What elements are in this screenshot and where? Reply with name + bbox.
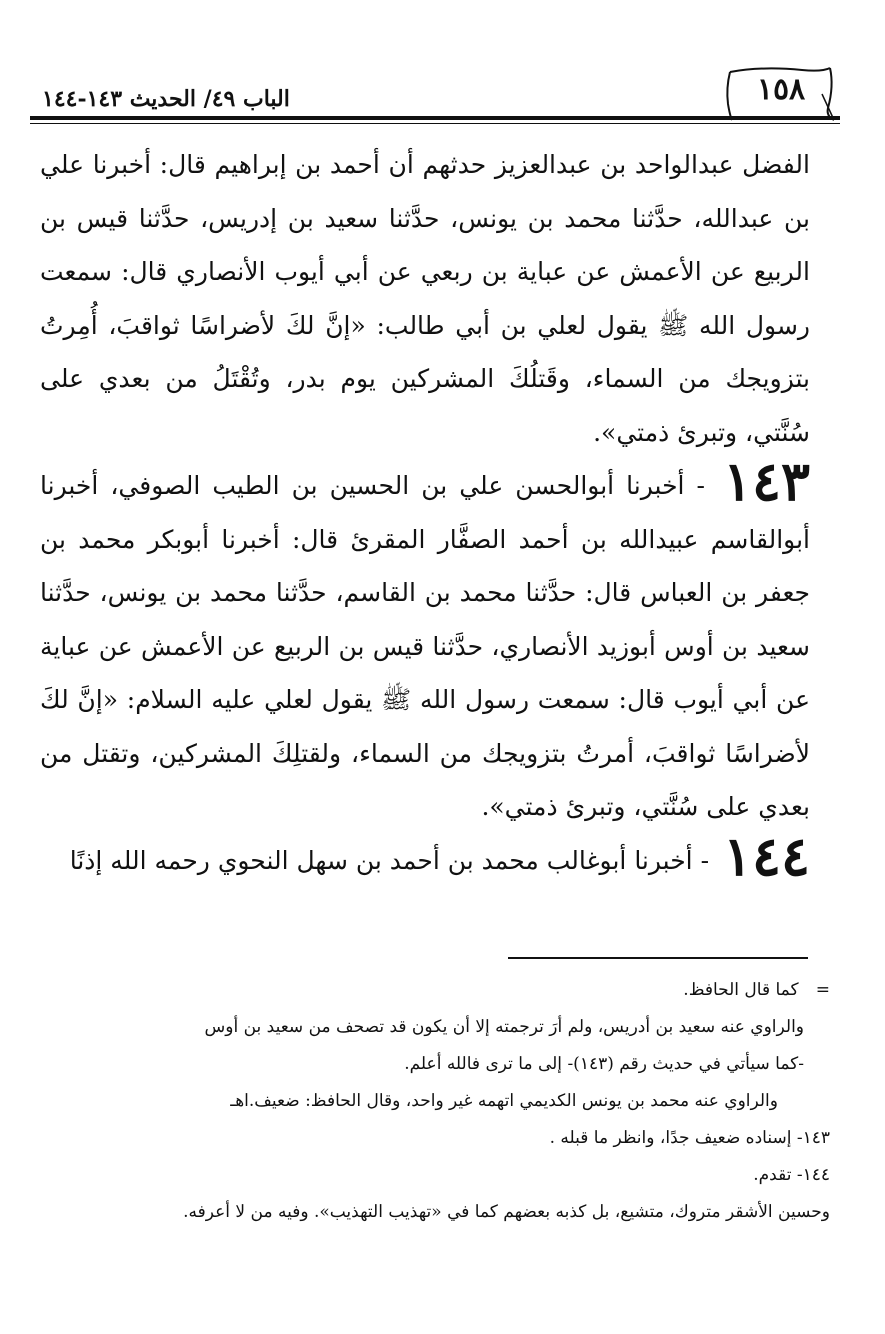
hadith-text: - أخبرنا أبوالحسن علي بن الحسين بن الطيب الصوفي، أخبرنا أبوالقاسم عبيدالله بن أحمد الصفَّار المقرئ قال: أخبرنا أبوبكر محمد بن جعفر بن العباس قال: حدَّثنا محمد بن القاسم، حدَّثنا محمد بن يونس، حدَّثنا سعيد بن أوس أبوزيد الأنصاري، حدَّثنا قيس بن الربيع عن الأعمش عن عباية عن أبي أيوب قال: سمعت رسول الله ﷺ يقول لعلي عليه السلام: «إنَّ لكَ لأضراسًا ثواقبَ، أمرتُ بتزويجك من السماء، ولقتلِكَ المشركين، وتقتل من بعدي على سُنَّتي، وتبرئ ذمتي». xyxy=(40,471,810,821)
footnote-separator xyxy=(508,957,808,959)
footnote-line: ١٤٤- تقدم. xyxy=(753,1165,830,1185)
continuation-mark: = xyxy=(815,980,830,1000)
footnote-line: والراوي عنه محمد بن يونس الكديمي اتهمه غير واحد، وقال الحافظ: ضعيف.اهـ xyxy=(230,1091,778,1111)
footnote-line: ١٤٣- إسناده ضعيف جدًا، وانظر ما قبله . xyxy=(549,1128,830,1148)
page-number: ١٥٨ xyxy=(756,72,806,107)
footnote-line: -كما سيأتي في حديث رقم (١٤٣)- إلى ما ترى فالله أعلم. xyxy=(404,1054,804,1074)
hadith-number: ١٤٤ xyxy=(722,823,810,888)
running-head: الباب ٤٩/ الحديث ١٤٣-١٤٤ xyxy=(42,86,290,112)
paragraph-continued: الفضل عبدالواحد بن عبدالعزيز حدثهم أن أحمد بن إبراهيم قال: أخبرنا علي بن عبدالله، حدَّثنا محمد بن يونس، حدَّثنا سعيد بن إدريس، حدَّثنا قيس بن الربيع عن الأعمش عن عباية بن ربعي عن أبي أيوب الأنصاري قال: سمعت رسول الله ﷺ يقول لعلي بن أبي طالب: «إنَّ لكَ لأضراسًا ثواقبَ، أُمِرتُ بتزويجك من السماء، وقَتلُكَ المشركين يوم بدر، وتُقْتَلُ من بعدي على سُنَّتي، وتبرئ ذمتي». xyxy=(40,150,810,447)
header-rule-thin xyxy=(30,123,840,124)
footnote-line: وحسين الأشقر متروك، متشيع، بل كذبه بعضهم كما في «تهذيب التهذيب». وفيه من لا أعرفه. xyxy=(183,1202,830,1222)
hadith-143 xyxy=(40,449,810,834)
page-number-frame xyxy=(722,64,840,118)
footnote-line: والراوي عنه سعيد بن أدريس، ولم أرَ ترجمته إلا أن يكون قد تصحف من سعيد بن أوس xyxy=(204,1017,804,1037)
page-header xyxy=(30,60,840,130)
hadith-144 xyxy=(40,823,810,888)
hadith-text: - أخبرنا أبوغالب محمد بن أحمد بن سهل النحوي رحمه الله إذنًا xyxy=(69,845,710,875)
header-rule-thick xyxy=(30,116,840,120)
main-text xyxy=(40,138,810,887)
footnotes xyxy=(40,972,830,1231)
footnote-line: = كما قال الحافظ. xyxy=(40,972,830,1009)
hadith-number: ١٤٣ xyxy=(722,449,810,513)
